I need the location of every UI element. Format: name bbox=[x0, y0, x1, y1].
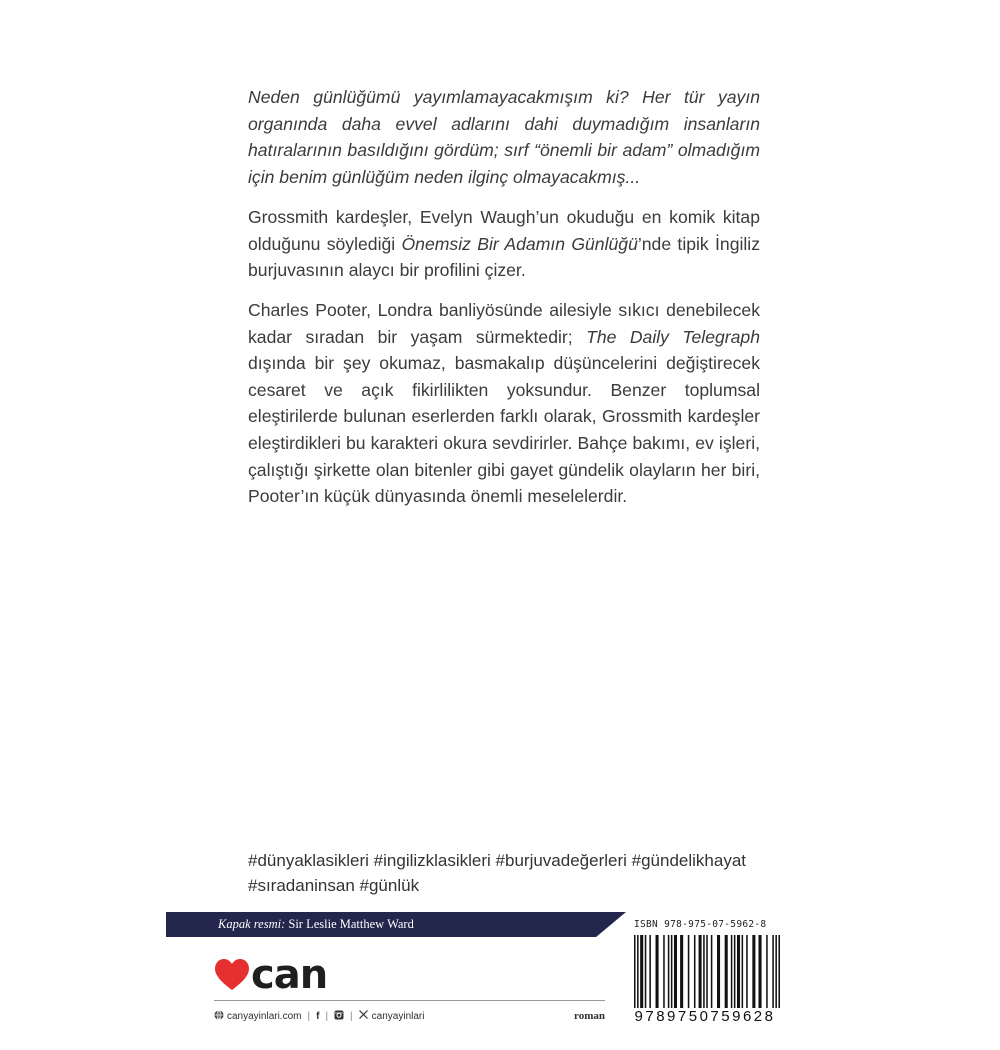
barcode-bar bbox=[746, 935, 748, 1013]
globe-icon bbox=[214, 1010, 224, 1023]
barcode-bar bbox=[778, 935, 780, 1013]
website-link[interactable]: canyayinlari.com bbox=[227, 1010, 302, 1022]
hashtags-line-1: #dünyaklasikleri #ingilizklasikleri #burjuvadeğerleri #gündelikhayat bbox=[248, 851, 746, 870]
book-title: Önemsiz Bir Adamın Günlüğü bbox=[401, 233, 638, 254]
barcode-bar bbox=[640, 935, 643, 1013]
barcode-bar bbox=[656, 935, 659, 1013]
barcode-bar bbox=[711, 935, 713, 1013]
publisher-footer bbox=[214, 1008, 605, 1024]
barcode-bar bbox=[731, 935, 733, 1013]
barcode-bar bbox=[649, 935, 651, 1013]
hashtags bbox=[248, 848, 768, 898]
intro-quote bbox=[248, 84, 760, 190]
barcode-bar bbox=[775, 935, 777, 1013]
footer-separator: | bbox=[325, 1010, 329, 1022]
barcode-bar bbox=[734, 935, 736, 1013]
cover-credit bbox=[218, 916, 414, 932]
barcode-bar bbox=[703, 935, 705, 1013]
publisher-logo bbox=[214, 952, 328, 998]
barcode-bar bbox=[668, 935, 670, 1013]
footer-separator: | bbox=[350, 1010, 353, 1022]
instagram-icon[interactable] bbox=[334, 1010, 344, 1023]
intro-quote-text: Neden günlüğümü yayımlamayacakmışım ki? Her tür yayın organında daha evvel adlarını dahi duymadığım insanların hatıralarının basıldığını gördüm; sırf “önemli bir adam” olmadığım için benim günlüğüm neden ilginç olmayacakmış... bbox=[248, 87, 760, 187]
barcode-bar bbox=[758, 935, 761, 1013]
cover-credit-label: Kapak resmi: bbox=[218, 917, 286, 931]
barcode-bar bbox=[663, 935, 665, 1013]
newspaper-title: The Daily Telegraph bbox=[586, 326, 760, 347]
barcode-bar bbox=[717, 935, 720, 1013]
barcode-bar bbox=[634, 935, 636, 1013]
barcode-bar bbox=[725, 935, 728, 1013]
description-paragraph-2 bbox=[248, 297, 760, 510]
barcode-bar bbox=[742, 935, 744, 1013]
footer-separator: | bbox=[307, 1010, 311, 1022]
para2-text-after: dışında bir şey okumaz, basmakalıp düşüncelerini değiştirecek cesaret ve açık fikirlilikten yoksundur. Benzer toplumsal eleştirilerde bulunan eserlerden farklı olarak, Grossmith kardeşler eleştirdikleri bu karakteri okura sevdirirler. Bahçe bakımı, ev işleri, çalıştığı şirkette olan bitenler gibi gayet gündelik olayların her biri, Pooter’ın küçük dünyasında önemli meselelerdir. bbox=[248, 353, 760, 507]
barcode-bar bbox=[674, 935, 677, 1013]
barcode-bar bbox=[688, 935, 690, 1013]
barcode-bar bbox=[706, 935, 708, 1013]
barcode-number: 9789750759628 bbox=[625, 1008, 785, 1026]
x-icon[interactable] bbox=[359, 1010, 368, 1022]
barcode-bar bbox=[699, 935, 702, 1013]
isbn-label: ISBN 978-975-07-5962-8 bbox=[634, 919, 767, 930]
para2-text-before: Charles Pooter, Londra banliyösünde ailesiyle sıkıcı denebilecek kadar sıradan bir yaşam sürmektedir; bbox=[248, 300, 760, 347]
para1-text-before: Grossmith kardeşler, Evelyn Waugh’un okuduğu en komik kitap olduğunu söylediği bbox=[248, 207, 760, 254]
cover-credit-name: Sir Leslie Matthew Ward bbox=[288, 917, 414, 931]
logo-wordmark: can bbox=[251, 952, 328, 998]
genre-label: roman bbox=[574, 1010, 605, 1022]
barcode-bar bbox=[766, 935, 768, 1013]
hashtags-line-2: #sıradaninsan #günlük bbox=[248, 876, 420, 895]
footer-divider bbox=[214, 1000, 605, 1001]
barcode-bar bbox=[645, 935, 647, 1013]
description-paragraph-1 bbox=[248, 204, 760, 284]
barcode-bar bbox=[637, 935, 639, 1013]
barcode-bar bbox=[772, 935, 774, 1013]
social-handle[interactable]: canyayinlari bbox=[371, 1010, 425, 1022]
barcode-bar bbox=[737, 935, 740, 1013]
barcode bbox=[634, 935, 780, 1013]
barcode-bar bbox=[671, 935, 673, 1013]
facebook-icon[interactable]: f bbox=[316, 1010, 320, 1022]
barcode-bar bbox=[752, 935, 755, 1013]
para1-text-after: ’nde tipik İngiliz burjuvasının alaycı bir profilini çizer. bbox=[248, 233, 761, 281]
barcode-bar bbox=[694, 935, 696, 1013]
barcode-bar bbox=[680, 935, 683, 1013]
heart-icon bbox=[214, 958, 250, 992]
